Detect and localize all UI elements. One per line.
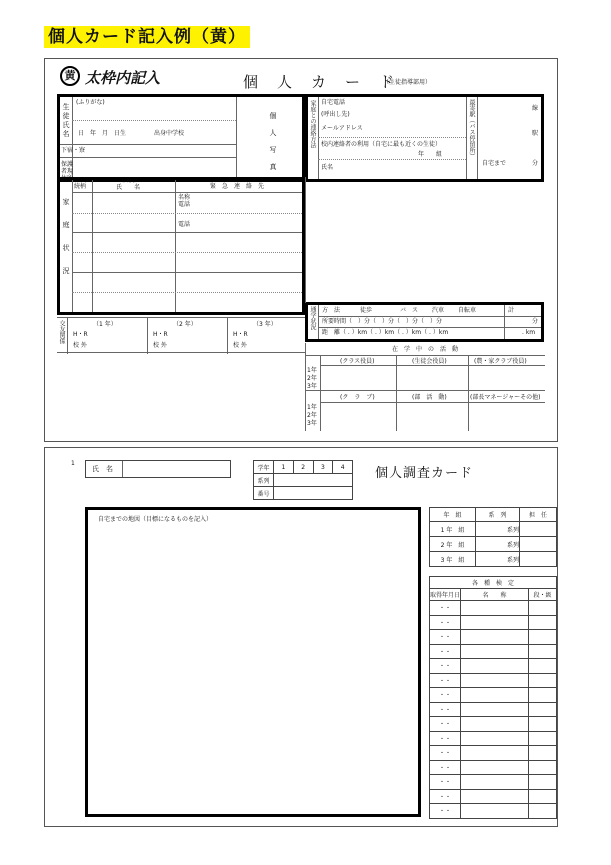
school-contact-label: 校内連絡者の利用（自宅に最も近くの生徒） (321, 141, 442, 148)
jhs-label: 出身中学校 (154, 130, 185, 137)
exam-row-date: ・・ (430, 601, 461, 616)
act-y2-b: 2年 (307, 412, 317, 419)
exam-row-date: ・・ (430, 702, 461, 717)
station-suffix: 駅 (532, 130, 539, 137)
exam-row-date: ・・ (430, 630, 461, 645)
emergency-name-label: 名称 (178, 194, 191, 201)
exam-date-header: 取得年月日 (430, 589, 461, 601)
exam-row-date: ・・ (430, 688, 461, 703)
hr-2: H・R (153, 331, 168, 338)
card-subtitle: （生徒指導部用） (383, 79, 432, 86)
outside-3: 校 外 (233, 342, 247, 349)
commute-label: 通学状況 (309, 306, 316, 330)
page-heading: 個人カード記入例（黄） (44, 26, 250, 48)
family-name-header: 氏 名 (116, 184, 141, 191)
exam-row-date: ・・ (430, 775, 461, 790)
family-notes-box (305, 177, 544, 303)
emergency-phone-label: 電話 (178, 201, 191, 208)
home-phone-label: 自宅電話 (321, 99, 346, 106)
name-label: 氏 名 (92, 465, 113, 473)
row-course1: 系列 (476, 522, 520, 537)
col-year-class: 年 組 (430, 508, 476, 522)
call-label: (呼出し先) (321, 111, 350, 118)
grade-2: 2 (293, 461, 313, 474)
row-year2: 2 年 組 (430, 537, 476, 552)
grade-1: 1 (274, 461, 294, 474)
handwritten-note: 太枠内記入 (85, 69, 161, 87)
photo-label: 個人写真 (269, 112, 277, 180)
exam-grade-header: 段・級 (529, 589, 557, 601)
homeroom-table (429, 507, 557, 567)
family-block (57, 177, 305, 315)
contact-block (305, 94, 544, 182)
total-minutes: 分 (532, 318, 539, 325)
activities-header: 在 学 中 の 活 動 (392, 346, 459, 353)
outside-1: 校 外 (73, 342, 87, 349)
act-y2-a: 2年 (307, 375, 317, 382)
row-year1: 1 年 組 (430, 522, 476, 537)
council-role-header: (生徒会役員) (412, 358, 447, 365)
friends-year1: （1 年） (93, 321, 117, 328)
exam-row-date: ・・ (430, 659, 461, 674)
card-number: 1 (71, 460, 75, 467)
course-label: 系列 (254, 474, 274, 487)
club-header: (ク ラ ブ) (340, 394, 375, 401)
phone-label: 電話 (178, 221, 191, 228)
grade-4: 4 (333, 461, 353, 474)
row-course2: 系列 (476, 537, 520, 552)
commute-method-label: 方 法 (322, 307, 341, 314)
total-km: . km (522, 329, 536, 336)
number-label: 番号 (254, 487, 274, 500)
total-label: 計 (508, 307, 515, 314)
friendship-label: 交友関係 (58, 320, 65, 344)
exam-name-header: 名 称 (461, 589, 529, 601)
exam-row-date: ・・ (430, 615, 461, 630)
family-kana-header: （ふりがな） (120, 179, 139, 183)
student-info-block (57, 94, 305, 182)
grade-table (253, 460, 353, 500)
birthday-label: 日 年 月 日生 (78, 130, 127, 137)
distance-row: 距 離（ . ）km（ . ）km（ . ）km（ . ）km (322, 329, 449, 336)
year-class-label: 年 組 (418, 151, 443, 158)
from-home-label: 自宅まで (482, 160, 507, 167)
family-status-label: 家庭状況 (62, 198, 70, 290)
act-y1-a: 1年 (307, 367, 317, 374)
lodging-label: 下宿・寮 (61, 147, 86, 154)
hr-1: H・R (73, 331, 88, 338)
contact-method-label: 家庭との連絡方法 (309, 100, 316, 148)
grade-label: 学年 (254, 461, 274, 474)
name-box (85, 460, 231, 478)
guardian-address-label: 保護者現住所 (61, 161, 74, 182)
survey-card-title: 個人調査カード (375, 466, 474, 481)
minutes-label: 分 (532, 160, 539, 167)
row-course3: 系列 (476, 552, 520, 567)
bukatsu-header: (部 活 動) (412, 394, 447, 401)
exam-row-date: ・・ (430, 804, 461, 819)
exam-row-date: ・・ (430, 644, 461, 659)
contact-name-label: 氏名 (321, 164, 334, 171)
farm-role-header: (農・家クラブ役員) (474, 358, 527, 365)
exam-row-date: ・・ (430, 673, 461, 688)
relation-header: 続柄 (74, 183, 87, 190)
hr-3: H・R (233, 331, 248, 338)
walk-label: 徒歩 (360, 307, 373, 314)
exams-header: 各 種 検 定 (430, 577, 557, 589)
card-title: 個 人 カ ー ド (243, 73, 397, 91)
exam-row-date: ・・ (430, 746, 461, 761)
exam-row-date: ・・ (430, 760, 461, 775)
station-label: 最寄駅（バス停留所） (468, 99, 475, 159)
time-row: 所要時間（ ）分（ ）分（ ）分（ ）分 (322, 318, 443, 325)
furigana-label: (ふりがな) (76, 99, 105, 106)
bike-label: 自転車 (458, 307, 477, 314)
seal-stamp: 黄 (60, 66, 80, 86)
manager-header: (部長マネージャーその他) (470, 394, 541, 401)
activities-area (305, 343, 544, 431)
col-course: 系 列 (476, 508, 520, 522)
exams-table (429, 576, 557, 819)
line-label: 線 (532, 105, 539, 112)
personal-card (44, 58, 558, 442)
bus-label: バ ス (400, 307, 419, 314)
emergency-header: 緊 急 連 絡 先 (210, 183, 265, 190)
act-y3-a: 3年 (307, 383, 317, 390)
survey-card (44, 447, 558, 827)
row-year3: 3 年 組 (430, 552, 476, 567)
act-y1-b: 1年 (307, 404, 317, 411)
train-label: 汽車 (432, 307, 445, 314)
friends-year2: （2 年） (173, 321, 197, 328)
exam-row-date: ・・ (430, 717, 461, 732)
exam-row-date: ・・ (430, 731, 461, 746)
class-role-header: (クラス役員) (340, 358, 375, 365)
grade-3: 3 (313, 461, 333, 474)
friends-year3: （3 年） (253, 321, 277, 328)
home-map-box (85, 507, 421, 817)
friendship-area (57, 317, 305, 353)
outside-2: 校 外 (153, 342, 167, 349)
email-label: メールアドレス (321, 125, 363, 132)
commute-block (305, 302, 544, 342)
act-y3-b: 3年 (307, 420, 317, 427)
exam-row-date: ・・ (430, 789, 461, 804)
col-teacher: 担 任 (520, 508, 557, 522)
student-name-label: 生徒氏名 (62, 103, 70, 139)
map-label: 自宅までの地図（目標になるものを記入） (98, 516, 213, 523)
